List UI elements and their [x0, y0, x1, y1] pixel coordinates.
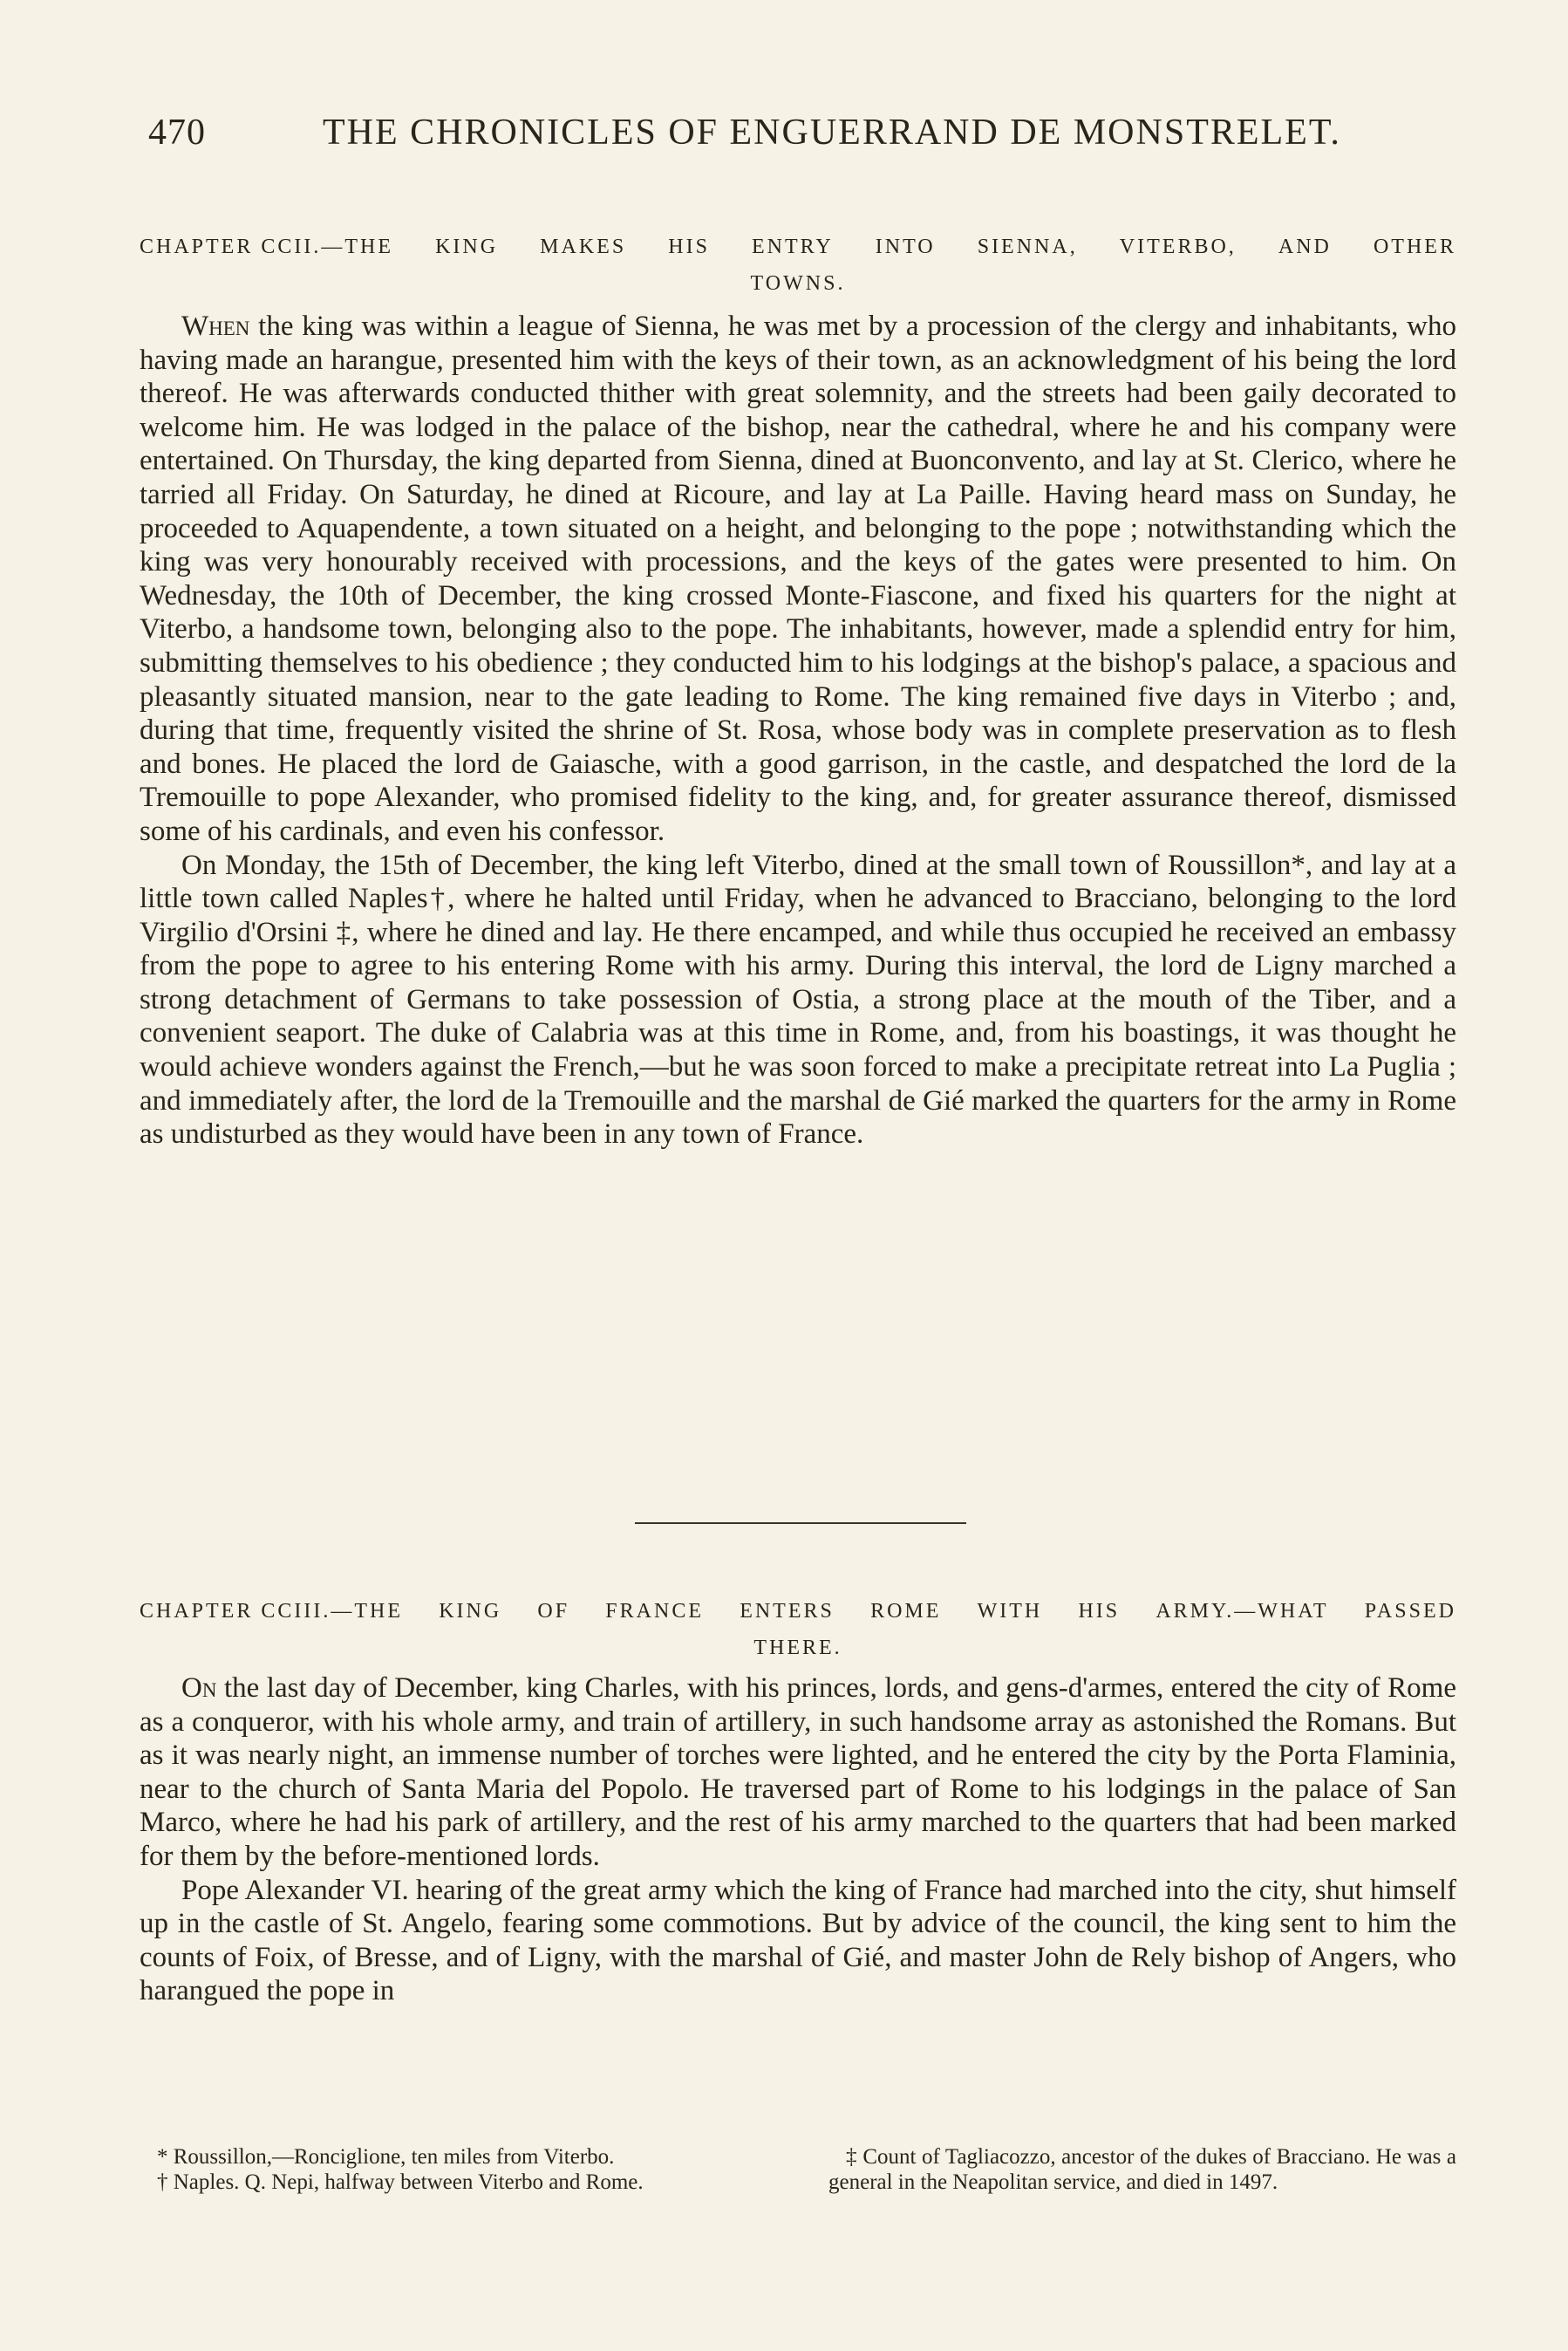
- running-head: [148, 112, 1456, 164]
- chapter-ccii-body: [140, 310, 1456, 1152]
- heading-word: INTO: [875, 236, 936, 258]
- heading-word: KING: [439, 1600, 502, 1623]
- heading-word: PASSED: [1364, 1600, 1456, 1623]
- paragraph-text: On Monday, the 15th of December, the king left Viterbo, dined at the small town of Roussillon*, and lay at a little town called Naples†, where he halted until Friday, when he advanced to Bracciano, belonging to the lord Virgilio d'Orsini ‡, where he dined and lay. He there encamped, and while thus occupied he received an embassy from the pope to agree to his entering Rome with his army. During this interval, the lord de Ligny marched a strong detachment of Germans to take possession of Ostia, a strong place at the mouth of the Tiber, and a convenient seaport. The duke of Calabria was at this time in Rome, and, from his boastings, it was thought he would achieve wonders against the French,—but he was soon forced to make a precipitate retreat into La Puglia ; and immediately after, the lord de la Tremouille and the marshal de Gié marked the quarters for the army in Rome as undisturbed as they would have been in any town of France.: [140, 849, 1456, 1151]
- chapter-heading-line1: [140, 229, 1456, 265]
- paragraph-text: the king was within a league of Sienna, he was met by a procession of the clergy and inhabitants, who having made an harangue, presented him with the keys of their town, as an acknowledgment of his being the lord thereof. He was afterwards conducted thither with great solemnity, and the streets had been gaily decorated to welcome him. He was lodged in the palace of the bishop, near the cathedral, where he and his company were entertained. On Thursday, the king departed from Sienna, dined at Buonconvento, and lay at St. Clerico, where he tarried all Friday. On Saturday, he dined at Ricoure, and lay at La Paille. Having heard mass on Sunday, he proceeded to Aquapendente, a town situated on a height, and belonging to the pope ; notwithstanding which the king was very honourably received with processions, and the keys of the gates were presented to him. On Wednesday, the 10th of December, the king crossed Monte-Fiascone, and fixed his quarters for the night at Viterbo, a handsome town, belonging also to the pope. The inhabitants, however, made a splendid entry for him, submitting themselves to his obedience ; they conducted him to his lodgings at the bishop's palace, a spacious and pleasantly situated mansion, near to the gate leading to Rome. The king remained five days in Viterbo ; and, during that time, frequently visited the shrine of St. Rosa, whose body was in complete preservation as to flesh and bones. He placed the lord de Gaiasche, with a good garrison, in the castle, and despatched the lord de la Tremouille to pope Alexander, who promised fidelity to the king, and, for greater assurance thereof, dismissed some of his cardinals, and even his confessor.: [140, 311, 1456, 847]
- heading-word: MAKES: [540, 236, 627, 258]
- heading-word: HIS: [1078, 1600, 1121, 1623]
- heading-word: WITH: [977, 1600, 1043, 1623]
- paragraph-text: the last day of December, king Charles, with his princes, lords, and gens-d'armes, entered the city of Rome as a conqueror, with his whole army, and train of artillery, in such handsome array as astonished the Romans. But as it was nearly night, an immense number of torches were lighted, and he entered the city by the Porta Flaminia, near to the church of Santa Maria del Popolo. He traversed part of Rome to his lodgings in the palace of San Marco, where he had his park of artillery, and the rest of his army marched to the quarters that had been marked for them by the before-mentioned lords.: [140, 1672, 1456, 1872]
- heading-word: AND: [1278, 236, 1332, 258]
- heading-word: VITERBO,: [1119, 236, 1237, 258]
- footnote: * Roussillon,—Ronciglione, ten miles from Viterbo.: [157, 2145, 615, 2169]
- chapter-cciii-body: [140, 1671, 1456, 2008]
- paragraph-lead: On: [181, 1672, 217, 1704]
- paragraph: [140, 310, 1456, 849]
- heading-word: CHAPTER CCII.—THE: [140, 236, 393, 258]
- paragraph: [140, 1874, 1456, 2008]
- heading-word: ENTERS: [740, 1600, 835, 1623]
- chapter-heading-ccii: [140, 229, 1456, 302]
- heading-word: KING: [435, 236, 499, 258]
- heading-word: OF: [537, 1600, 570, 1623]
- chapter-heading-line1: [140, 1593, 1456, 1630]
- footnote: † Naples. Q. Nepi, halfway between Viterbo and Rome.: [157, 2170, 644, 2194]
- heading-word: SIENNA,: [977, 236, 1078, 258]
- footnotes: [140, 2144, 1456, 2195]
- heading-word: ENTRY: [752, 236, 834, 258]
- chapter-heading-cciii: [140, 1593, 1456, 1666]
- heading-word: HIS: [668, 236, 710, 258]
- chapter-heading-line2: THERE.: [753, 1637, 842, 1659]
- footnote: ‡ Count of Tagliacozzo, ancestor of the dukes of Bracciano. He was a general in the Neapolitan service, and died in 1497.: [828, 2145, 1456, 2194]
- section-divider: [635, 1522, 966, 1524]
- chapter-heading-line2: TOWNS.: [750, 272, 846, 295]
- paragraph-lead: When: [181, 311, 250, 342]
- paragraph-text: Pope Alexander VI. hearing of the great army which the king of France had marched into the city, shut himself up in the castle of St. Angelo, fearing some commotions. But by advice of the council, the king sent to him the counts of Foix, of Bresse, and of Ligny, with the marshal of Gié, and master John de Rely bishop of Angers, who harangued the pope in: [140, 1874, 1456, 2007]
- paragraph: [140, 1671, 1456, 1874]
- paragraph: [140, 849, 1456, 1152]
- heading-word: ROME: [870, 1600, 942, 1623]
- footnotes-left-column: [140, 2144, 767, 2195]
- heading-word: ARMY.—WHAT: [1156, 1600, 1329, 1623]
- running-title: THE CHRONICLES OF ENGUERRAND DE MONSTRELET.: [323, 113, 1341, 153]
- page-number: 470: [148, 113, 206, 153]
- heading-word: CHAPTER CCIII.—THE: [140, 1600, 403, 1623]
- heading-word: FRANCE: [605, 1600, 704, 1623]
- heading-word: OTHER: [1373, 236, 1456, 258]
- footnotes-right-column: [828, 2144, 1456, 2195]
